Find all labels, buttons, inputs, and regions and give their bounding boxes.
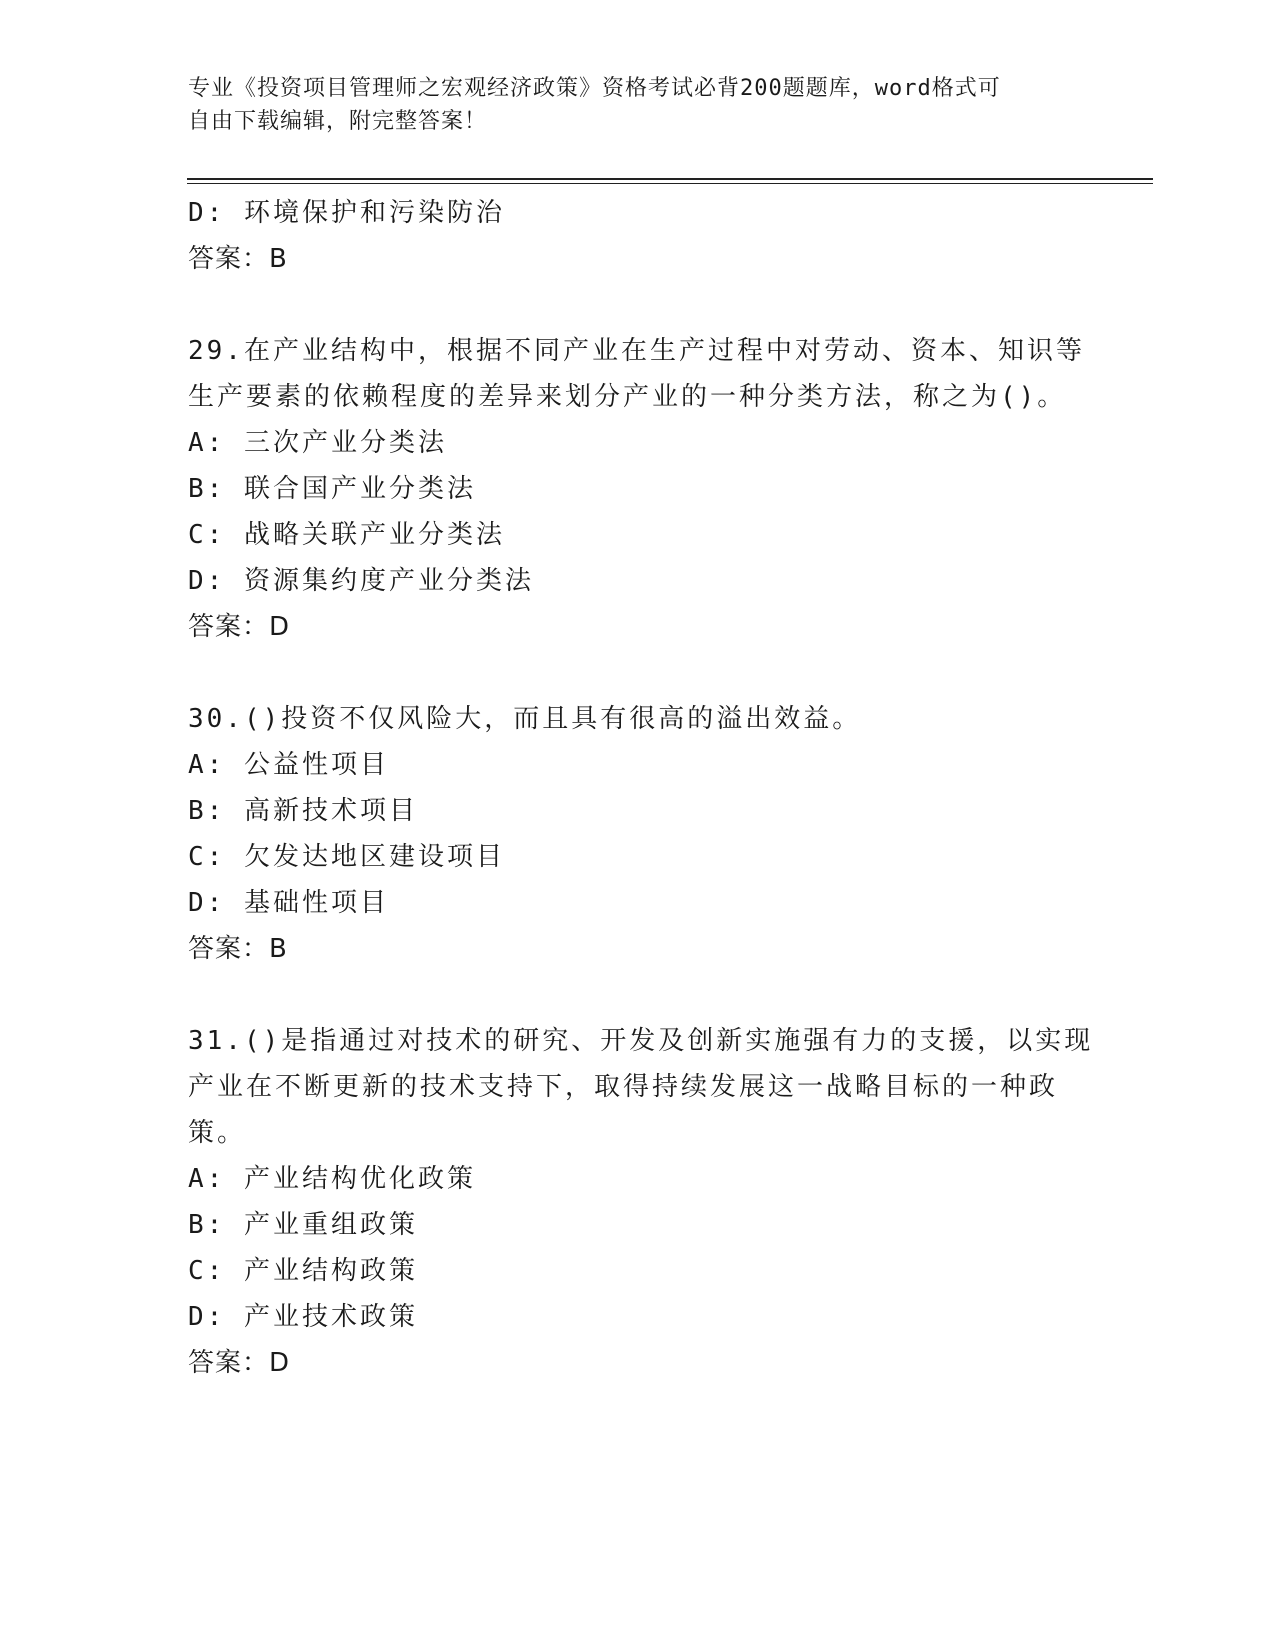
question-29 (188, 328, 1088, 650)
header-line-2: 自由下载编辑，附完整答案！ (188, 109, 488, 134)
question-text-line: 产业在不断更新的技术支持下，取得持续发展这一战略目标的一种政 (188, 1072, 1059, 1102)
option-b: B: 高新技术项目 (188, 796, 418, 826)
question-text-line: 31.()是指通过对技术的研究、开发及创新实施强有力的支援，以实现 (188, 1026, 1094, 1056)
header-rule-thin (187, 183, 1153, 184)
option-b: B: 联合国产业分类法 (188, 474, 476, 504)
header-rule-thick (187, 178, 1153, 180)
question-text-line: 生产要素的依赖程度的差异来划分产业的一种分类方法，称之为()。 (188, 382, 1067, 412)
option-d: D: 资源集约度产业分类法 (188, 566, 534, 596)
question-list (188, 190, 1094, 1386)
answer-line: 答案：D (188, 1348, 291, 1378)
option-c: C: 欠发达地区建设项目 (188, 842, 505, 872)
spacer (188, 972, 1088, 1018)
answer-line: 答案：B (188, 244, 288, 274)
question-28-tail (188, 190, 1088, 282)
option-b: B: 产业重组政策 (188, 1210, 418, 1240)
question-30 (188, 696, 1088, 972)
spacer (188, 282, 1088, 328)
option-d: D: 环境保护和污染防治 (188, 198, 505, 228)
spacer (188, 650, 1088, 696)
option-c: C: 战略关联产业分类法 (188, 520, 505, 550)
option-a: A: 产业结构优化政策 (188, 1164, 476, 1194)
answer-line: 答案：D (188, 612, 291, 642)
option-d: D: 基础性项目 (188, 888, 389, 918)
question-text-line: 策。 (188, 1118, 247, 1148)
question-text-line: 30.()投资不仅风险大，而且具有很高的溢出效益。 (188, 704, 862, 734)
option-a: A: 三次产业分类法 (188, 428, 447, 458)
question-text-line: 29.在产业结构中，根据不同产业在生产过程中对劳动、资本、知识等 (188, 336, 1085, 366)
header-line-1: 专业《投资项目管理师之宏观经济政策》资格考试必背200题题库，word格式可 (188, 76, 1001, 101)
answer-line: 答案：B (188, 934, 288, 964)
question-31 (188, 1018, 1094, 1386)
option-a: A: 公益性项目 (188, 750, 389, 780)
option-c: C: 产业结构政策 (188, 1256, 418, 1286)
document-header (188, 72, 1088, 138)
option-d: D: 产业技术政策 (188, 1302, 418, 1332)
